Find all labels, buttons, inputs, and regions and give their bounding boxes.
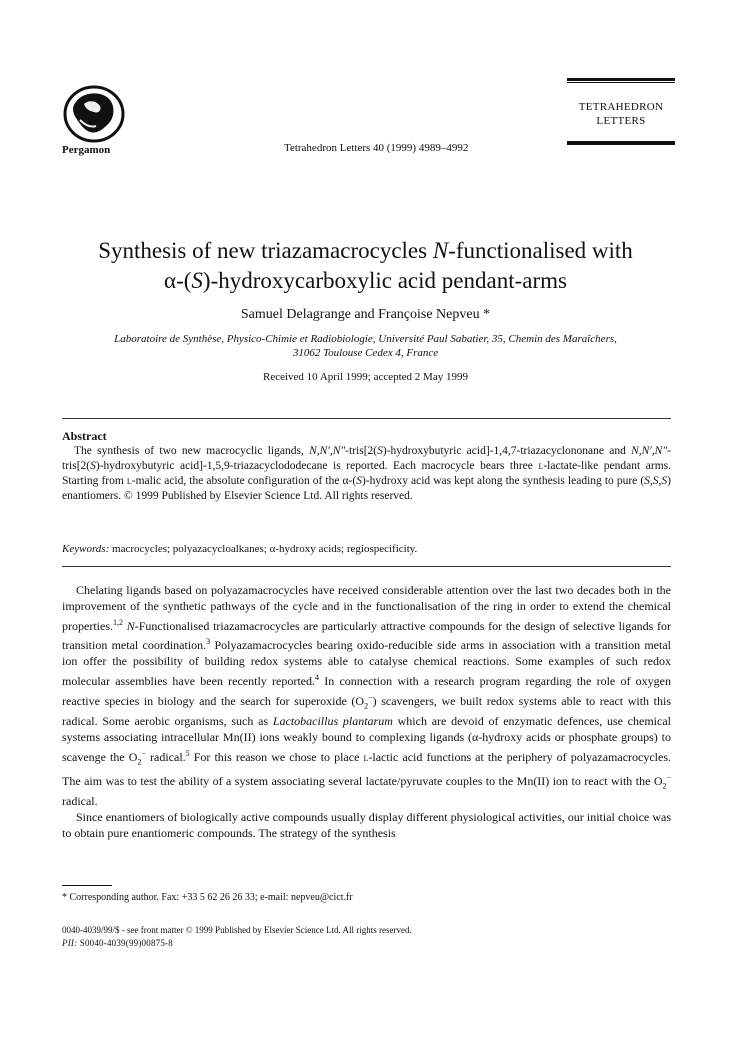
abstract-text: The synthesis of two new macrocyclic ligands, N,N′,N″-tris[2(S)-hydroxybutyric acid]-1,4,7-triazacyclononane and N,N′,N″-tris[2(S)-hydroxybutyric acid]-1,5,9-triazacyclododecane is reported. Each macrocycle bears three l-lactate-like pendant arms. Starting from l-malic acid, the absolute configuration of the α-(S)-hydroxy acid was kept along the synthesis leading to pure (S,S,S) enantiomers. © 1999 Published by Elsevier Science Ltd. All rights reserved. — [62, 445, 671, 502]
authors: Samuel Delagrange and Françoise Nepveu * — [240, 307, 491, 322]
masthead-rule-top-thin — [567, 82, 675, 83]
paragraph-2: Since enantiomers of biologically active compounds usually display different physiological activities, our initial choice was to obtain pure enantiomeric compounds. The strategy of the synthesis — [62, 809, 671, 840]
footnote-rule — [62, 885, 112, 886]
journal-name — [567, 100, 675, 128]
keywords-label: Keywords: — [62, 543, 110, 555]
article-title — [40, 236, 691, 296]
keywords — [62, 543, 671, 555]
journal-name-line1: TETRAHEDRON — [578, 101, 664, 113]
journal-citation: Tetrahedron Letters 40 (1999) 4989–4992 — [284, 142, 469, 154]
pii-identifier: PII: S0040-4039(99)00875-8 — [62, 938, 173, 948]
affiliation-line-1: Laboratoire de Synthèse, Physico-Chimie et Radiobiologie, Université Paul Sabatier, 35, Chemin des Maraîchers, — [114, 333, 617, 345]
affiliation — [40, 332, 691, 360]
masthead-rule-bottom — [567, 140, 675, 145]
journal-name-line2: LETTERS — [596, 115, 646, 127]
divider-top — [62, 418, 671, 419]
affiliation-line-2: 31062 Toulouse Cedex 4, France — [292, 347, 439, 359]
pergamon-logo — [62, 84, 126, 144]
masthead-rule-top — [567, 78, 675, 81]
publisher-name: Pergamon — [62, 144, 111, 156]
abstract-heading: Abstract — [62, 429, 107, 443]
keywords-list: macrocycles; polyazacycloalkanes; α-hydroxy acids; regiospecificity. — [112, 543, 418, 555]
front-matter-notice: 0040-4039/99/$ - see front matter © 1999 Published by Elsevier Science Ltd. All rights reserved. — [62, 925, 412, 935]
corresponding-author-footnote: * Corresponding author. Fax: +33 5 62 26 26 33; e-mail: nepveu@cict.fr — [62, 892, 353, 903]
title-line-2: α-(S)-hydroxycarboxylic acid pendant-arms — [164, 268, 567, 293]
received-dates: Received 10 April 1999; accepted 2 May 1999 — [263, 371, 468, 383]
divider-bottom — [62, 566, 671, 567]
title-line-1: Synthesis of new triazamacrocycles N-functionalised with — [98, 238, 633, 263]
body-text — [62, 583, 671, 841]
paragraph-1: Chelating ligands based on polyazamacrocycles have received considerable attention over the last two decades both in the improvement of the synthetic pathways of the cycle and in the functionalisation of the ring in order to extend the chemical properties.$^{1,2}$ N-Functionalised triazamacrocycles are particularly attractive compounds for the design of selective ligands for transition metal coordination.$^3$ Polyazamacrocycles bearing oxido-reducible side arms in association with a transition metal ion offer the possibility of building redox systems able to catalyse chemical reactions. Some examples of such redox molecular assemblies have been recently reported.$^4$ In connection with a research program regarding the role of oxygen reactive species in biology and the search for superoxide $(O_2^-)$ scavengers, we built redox systems able to react with this radical. Some aerobic organisms, such as Lactobacillus plantarum which are devoid of enzymatic defences, use chemical systems associating intracellular Mn(II) ions weakly bound to complexing ligands (α-hydroxy acids or phosphate groups) to scavenge the $O_2^-$ radical.$^5$ For this reason we chose to place l-lactic acid functions at the periphery of polyazamacrocycles. The aim was to test the ability of a system associating several lactate/pyruvate couples to the Mn(II) ion to react with the $O_2^-$ radical. — [62, 583, 672, 808]
journal-masthead — [567, 78, 675, 128]
